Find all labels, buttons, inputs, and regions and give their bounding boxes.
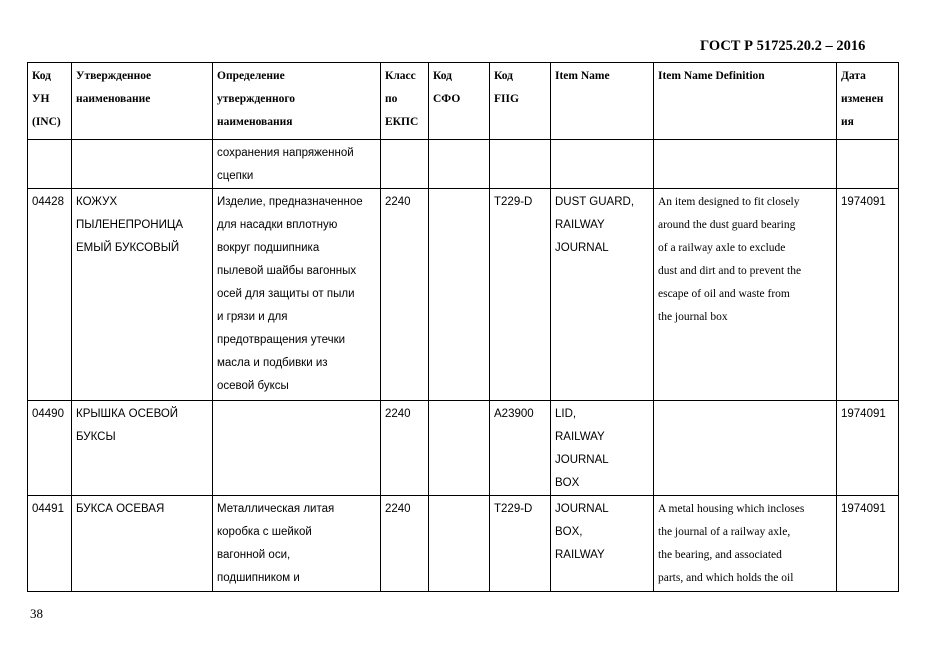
cell-definition: сохранения напряженной сцепки xyxy=(213,140,381,189)
page-number: 38 xyxy=(30,606,43,621)
col-header-inc: Код УН (INC) xyxy=(28,63,72,140)
cell-item-name: DUST GUARD, RAILWAY JOURNAL xyxy=(551,189,654,401)
table-row xyxy=(28,140,899,189)
col-header-class: Класс по ЕКПС xyxy=(381,63,429,140)
cell-item-definition xyxy=(654,140,837,189)
cell-sfo xyxy=(429,189,490,401)
col-header-item-definition: Item Name Definition xyxy=(654,63,837,140)
cell-sfo xyxy=(429,401,490,496)
document-header: ГОСТ Р 51725.20.2 – 2016 xyxy=(700,38,866,54)
cell-definition xyxy=(213,401,381,496)
cell-inc: 04491 xyxy=(28,496,72,592)
cell-item-name: LID, RAILWAY JOURNAL BOX xyxy=(551,401,654,496)
cell-item-definition: An item designed to fit closely around the dust guard bearing of a railway axle to exclude dust and dirt and to prevent the escape of oil and waste from the journal box xyxy=(654,189,837,401)
cell-sfo xyxy=(429,496,490,592)
cell-fiig: T229-D xyxy=(490,496,551,592)
cell-date: 1974091 xyxy=(837,401,899,496)
col-header-date: Дата изменен ия xyxy=(837,63,899,140)
cell-approved-name: КРЫШКА ОСЕВОЙ БУКСЫ xyxy=(72,401,213,496)
cell-approved-name xyxy=(72,140,213,189)
cell-date: 1974091 xyxy=(837,496,899,592)
cell-item-definition xyxy=(654,401,837,496)
col-header-fiig: Код FIIG xyxy=(490,63,551,140)
cell-fiig: A23900 xyxy=(490,401,551,496)
cell-class: 2240 xyxy=(381,189,429,401)
cell-class xyxy=(381,140,429,189)
cell-inc xyxy=(28,140,72,189)
cell-date xyxy=(837,140,899,189)
cell-item-name: JOURNAL BOX, RAILWAY xyxy=(551,496,654,592)
col-header-definition: Определение утвержденного наименования xyxy=(213,63,381,140)
col-header-item-name: Item Name xyxy=(551,63,654,140)
col-header-sfo: Код СФО xyxy=(429,63,490,140)
cell-fiig xyxy=(490,140,551,189)
cell-approved-name: КОЖУХ ПЫЛЕНЕПРОНИЦА ЕМЫЙ БУКСОВЫЙ xyxy=(72,189,213,401)
table-row xyxy=(28,189,899,401)
cell-approved-name: БУКСА ОСЕВАЯ xyxy=(72,496,213,592)
cell-definition: Металлическая литая коробка с шейкой вагонной оси, подшипником и xyxy=(213,496,381,592)
classification-table xyxy=(27,62,899,592)
table-header-row xyxy=(28,63,899,140)
cell-class: 2240 xyxy=(381,401,429,496)
cell-item-name xyxy=(551,140,654,189)
cell-sfo xyxy=(429,140,490,189)
col-header-approved-name: Утвержденное наименование xyxy=(72,63,213,140)
table-row xyxy=(28,401,899,496)
cell-definition: Изделие, предназначенное для насадки вплотную вокруг подшипника пылевой шайбы вагонных осей для защиты от пыли и грязи и для предотвращения утечки масла и подбивки из осевой буксы xyxy=(213,189,381,401)
cell-fiig: T229-D xyxy=(490,189,551,401)
cell-class: 2240 xyxy=(381,496,429,592)
table-row xyxy=(28,496,899,592)
cell-inc: 04490 xyxy=(28,401,72,496)
cell-inc: 04428 xyxy=(28,189,72,401)
cell-item-definition: A metal housing which incloses the journal of a railway axle, the bearing, and associated parts, and which holds the oil xyxy=(654,496,837,592)
cell-date: 1974091 xyxy=(837,189,899,401)
